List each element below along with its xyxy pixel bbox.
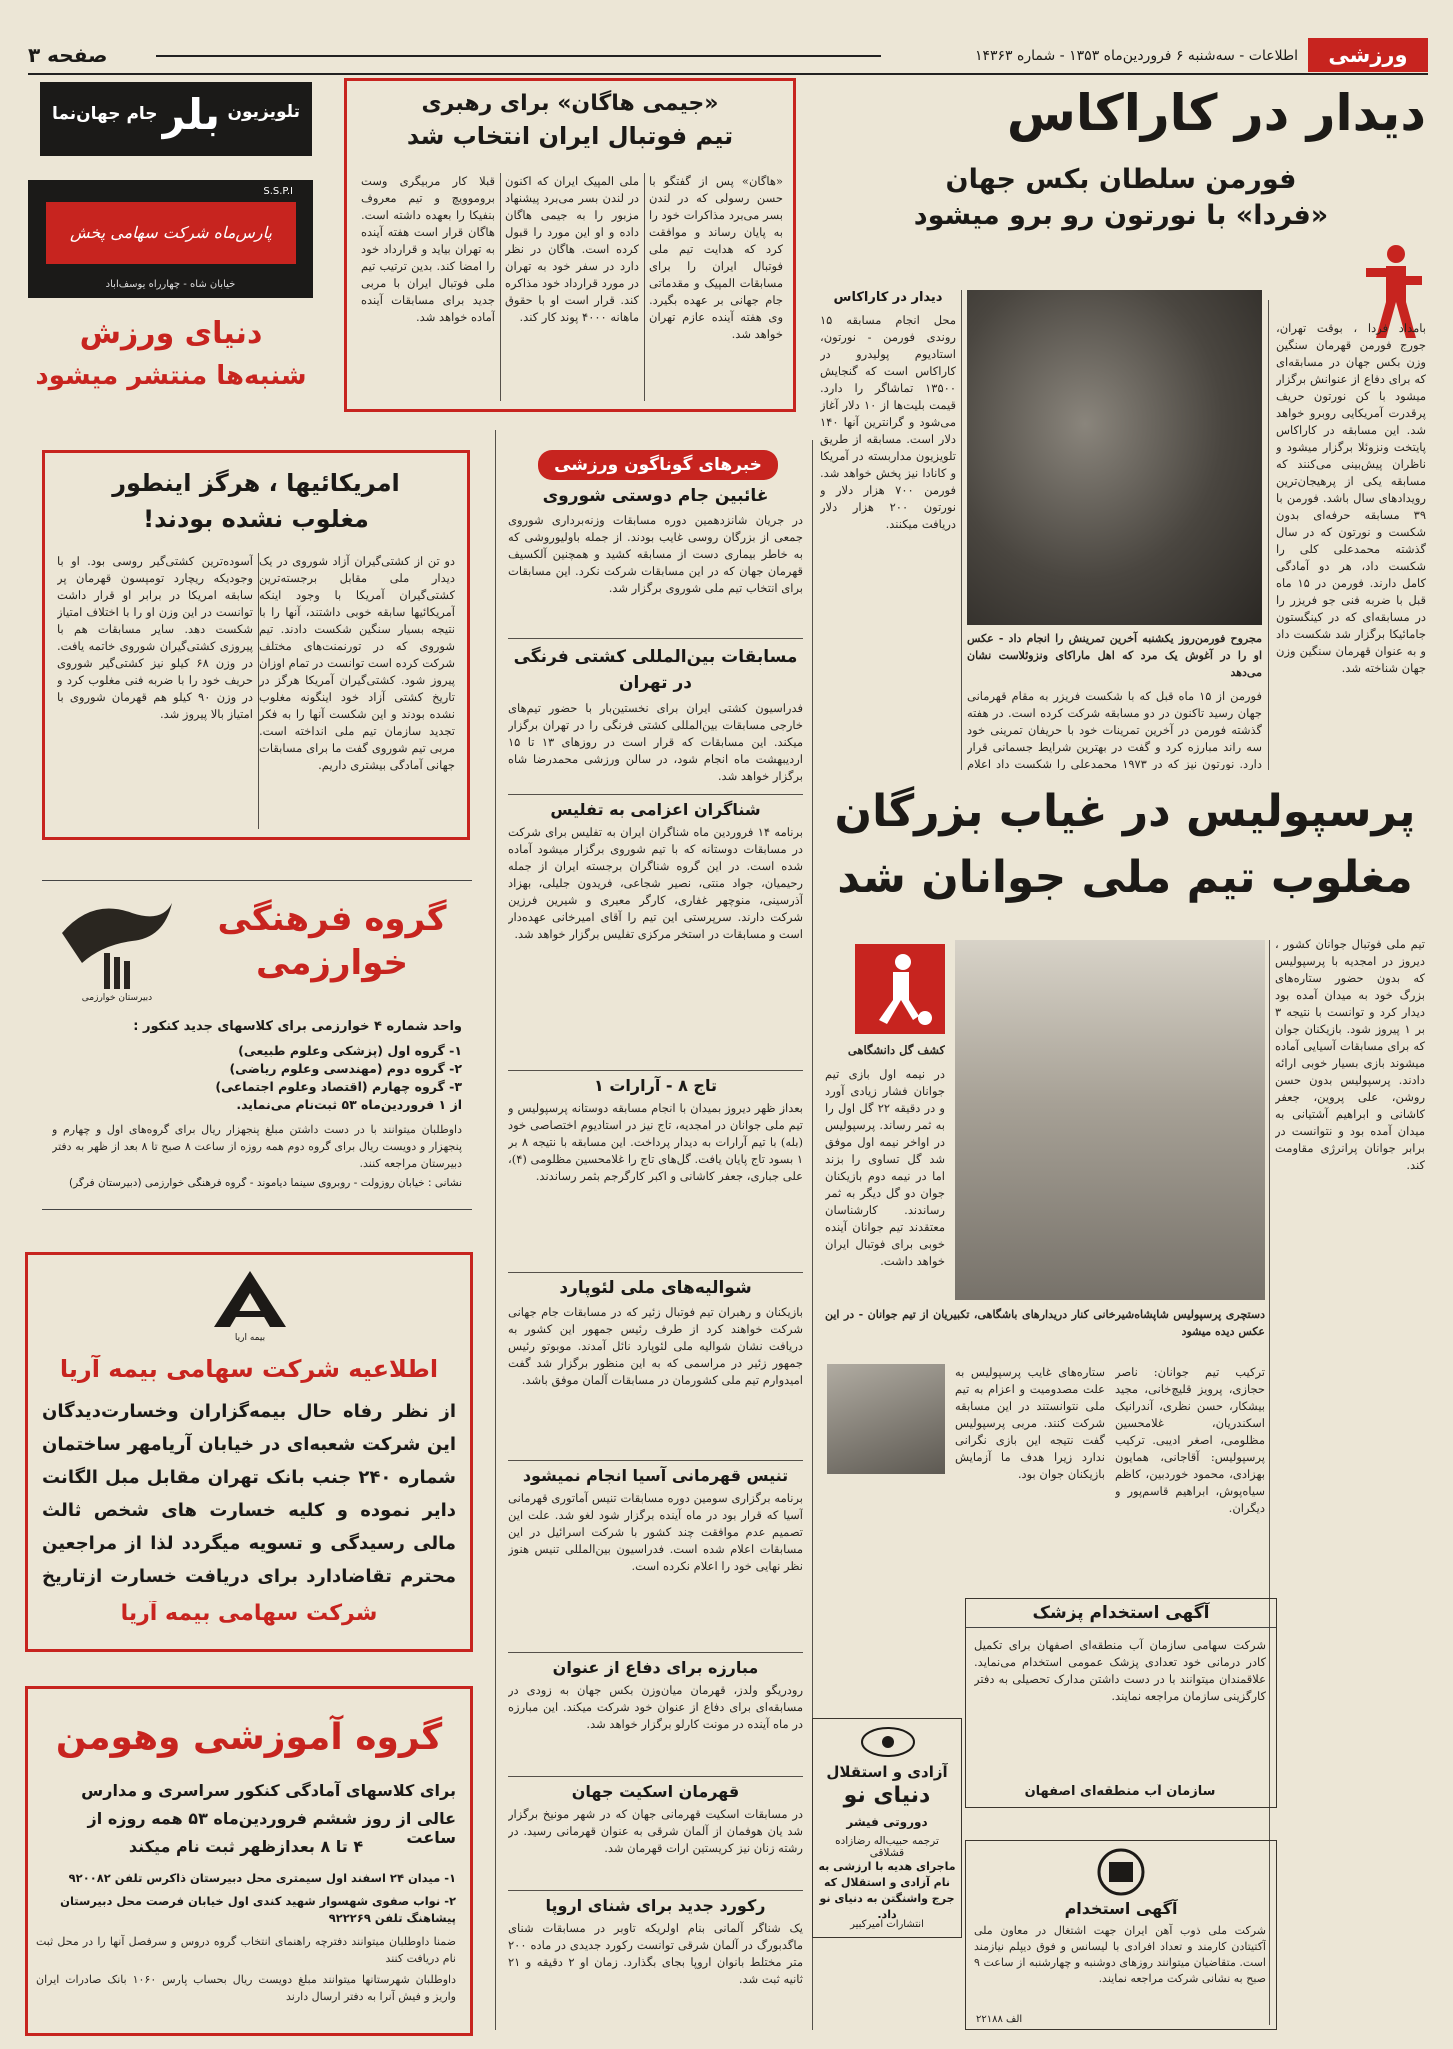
perspolis-headline-1: پرسپولیس در غیاب بزرگان <box>834 786 1416 837</box>
kharazmi-title-1: گروه فرهنگی <box>217 899 447 939</box>
caracas-col-1: بامداد فردا ، بوقت تهران، جورج فورمن قهرمان سنگین وزن بکس جهان در مسابقه‌ای که برای دفاع از عنوانش برگزار میشود با کن نورتون حریف پرقدرت آمریکایی روبرو خواهد شد. این مسابقه در کاراکاس پایتخت ونزوئلا برگزار میشود و ناظران پیش‌بینی می‌کنند که مسابقه یکی از پرهیجان‌ترین رویدادهای سال باشد. فورمن با ۳۹ مسابقه حرفه‌ای بدون شکست و نورتون که در سال گذشته محمدعلی کلی را شکست داد، هر دو آمادگی کامل دارند. فورمن در ۱۵ ماه قبل با ضربه فنی جو فریزر را در مسابقه‌ای که در کینگستون جامائیکا برگزار شد شکست داد و به عنوان قهرمان سنگین وزن جهان شناخته شد. <box>1276 321 1426 675</box>
azadi-tagline: ماجرای هدیه با ارزشی به نام آزادی و استقلال که جرج واشنگتن به دنیای نو داد. <box>818 1860 956 1921</box>
kharazmi-emblem-icon <box>52 893 182 993</box>
general-hiring-ad <box>965 1840 1277 2030</box>
vahoman-address-1: ۱- میدان ۲۴ اسفند اول سیمتری محل دبیرستان ذاکرس تلفن ۹۲۰۰۸۲ <box>68 1871 456 1885</box>
misc-item8-text: در مسابقات اسکیت قهرمانی جهان که در شهر مونیخ برگزار شد یان هوفمان از آلمان شرقی به عنوان قهرمانی رسید. در رشته زنان نیز کریستین ارات قهرمان شد. <box>508 1807 803 1855</box>
misc-item1-text: در جریان شانزدهمین دوره مسابقات وزنه‌برداری شوروی جمعی از بزرگان روسی غایب بودند. از جمله باولیوروشی که به خاطر بیماری دست از مسابقه کشید و همچنین آلکسیف قهرمان جهان که در این مسابقات شرکت نکرد. این مسابقات برای انتخاب تیم ملی شوروی برگزار شد. <box>508 513 803 595</box>
jimmy-col-3: قبلا کار مربیگری وست بروموویچ و تیم معروف بنفیکا را بعهده داشته است. هاگان قرار است هفته آینده به تهران بیاید و قرارداد خود را امضا کند. بدین ترتیب تیم ملی فوتبال ایران با مربی جدید برای مسابقات آینده آماده خواهد شد. <box>361 174 495 324</box>
misc-item9-text: یک شناگر آلمانی بنام اولریکه تاوبر در مسابقات شنای ماگدبورگ در آلمان شرقی توانست رکورد جدیدی در ماده ۲۰۰ متر مختلط بانوان اروپا بجای بگذارد. زمان او ۲ دقیقه و ۲۱ ثانیه ثبت شد. <box>508 1921 803 1986</box>
sports-world-promo <box>30 312 312 412</box>
caracas-photo-caption: مجروح فورمن‌روز یکشنبه آخرین تمرینش را انجام داد - عکس او را در آغوش یک مرد که اهل ماراکای ونزوئلاست نشان می‌دهد <box>967 632 1262 679</box>
aria-logo-icon <box>210 1269 290 1329</box>
kharazmi-address: نشانی : خیابان روزولت - روبروی سینما دیاموند - گروه فرهنگی خوارزمی (دبیرستان فرگر) <box>69 1177 462 1189</box>
doctor-hiring-ad <box>965 1598 1277 1808</box>
misc-item7-text: رودریگو ولدز، قهرمان میان‌وزن بکس جهان به زودی در مسابقه‌ای برای دفاع از عنوان خود شرکت میکند. این مبارزه در ماه آینده در مونت کارلو برگزار خواهد شد. <box>508 1683 803 1731</box>
kharazmi-note: از ۱ فروردین‌ماه ۵۳ ثبت‌نام می‌نماید. <box>236 1097 462 1112</box>
azadi-publisher: انتشارات امیرکبیر <box>850 1919 924 1930</box>
kharazmi-ad <box>42 880 472 1210</box>
aria-logo <box>210 1269 290 1339</box>
caracas-lead-title: دیدار در کاراکاس <box>833 290 943 305</box>
vahoman-line-1: برای کلاسهای آمادگی کنکور سراسری و مدارس <box>81 1781 456 1800</box>
vahoman-ad <box>25 1686 473 2036</box>
issue-info: اطلاعات - سه‌شنبه ۶ فروردین‌ماه ۱۳۵۳ - شماره ۱۴۳۶۳ <box>974 48 1298 64</box>
misc-news-banner: خبرهای گوناگون ورزشی <box>538 450 778 480</box>
general-hiring-title: آگهی استخدام <box>1064 1899 1178 1918</box>
misc-item4-title: تاج ۸ - آرارات ۱ <box>594 1076 717 1095</box>
misc-item2-text: فدراسیون کشتی ایران برای نخستین‌بار با حضور تیم‌های خارجی مسابقات بین‌المللی کشتی فرنگی را در تهران برگزار میکند. این مسابقات که قرار است در روزهای ۱۳ تا ۱۵ اردیبهشت ماه انجام شود، در سالن ورزشی محمدرضا شاه برگزار خواهد شد. <box>508 701 803 783</box>
americans-headline-1: امریکائیها ، هرگز اینطور <box>112 469 400 497</box>
aria-body: از نظر رفاه حال بیمه‌گزاران وخسارت‌دیدگان این شرکت شعبه‌ای در خیابان آریامهر ساختمان شماره ۲۴۰ جنب بانک تهران مقابل مبل الگانت دایر نموده و کلیه خسارت های شخص ثالث مالی رسیدگی و تسویه میگردد لذا از مراجعین محترم تقاضادارد برای دریافت خسارت ازتاریخ <box>42 1401 456 1587</box>
caracas-headline: دیدار در کاراکاس <box>1006 84 1426 142</box>
misc-item2-title: مسابقات بین‌المللی کشتی فرنگی در تهران <box>513 647 798 693</box>
jimmy-headline-1: «جیمی هاگان» برای رهبری <box>421 91 719 116</box>
azadi-book-ad <box>812 1718 962 1938</box>
aria-title: اطلاعیه شرکت سهامی بیمه آریا <box>59 1355 439 1383</box>
misc-item7-title: مبارزه برای دفاع از عنوان <box>552 1658 759 1677</box>
book-badge <box>858 1725 918 1759</box>
misc-item8-title: قهرمان اسکیت جهان <box>571 1782 740 1801</box>
perspolis-headline-2: مغلوب تیم ملی جوانان شد <box>837 852 1413 903</box>
football-pictogram <box>855 944 945 1034</box>
perspolis-col-4: ستاره‌های غایب پرسپولیس به علت مصدومیت و اعزام به تیم ملی نتوانستند در این مسابقه شرکت کنند. مربی پرسپولیس گفت نتیجه این بازی نگرانی ندارد زیرا هدف ما آزمایش بازیکنان جوان بود. <box>955 1365 1105 1481</box>
company-logo-band: پارس‌ماه شرکت سهامی پخش <box>46 202 296 264</box>
kharazmi-logo-text: دبیرستان خوارزمی <box>81 993 153 1003</box>
caracas-subhead-1: فورمن سلطان بکس جهان <box>945 164 1297 195</box>
jimmy-hagan-article <box>344 78 796 412</box>
kharazmi-intro: واحد شماره ۴ خوارزمی برای کلاسهای جدید کنکور : <box>133 1019 462 1034</box>
americans-headline-2: مغلوب نشده بودند! <box>143 505 369 533</box>
company-emblem-icon <box>1076 1847 1166 1897</box>
company-tag: S.S.P.I <box>263 186 293 197</box>
misc-item4-text: بعداز ظهر دیروز بمیدان با انجام مسابقه دوستانه پرسپولیس و تیم ملی جوانان در امجدیه، تاج نیز در استادیوم اختصاصی خود (بله) با تیم آرارات به دیدار پرداخت. این مسابقه با نتیجه ۸ بر ۱ بسود تاج پایان یافت. گل‌های تاج را غلامحسین مظلومی (۴)، علی جباری، جعفر کاشانی و اکبر کارگرجم بثمر رساندند. <box>508 1101 803 1183</box>
americans-col-2: آسوده‌ترین کشتی‌گیر روسی بود. او با وجودیکه ریچارد تومپسون قهرمان پر سابقه امریکا در برابر او قرار داشت توانست در این وزن او را با اختلاف امتیاز شکست دهد. سایر مسابقات هم با پیروزی کشتی‌گیران شوروی خاتمه یافت. در وزن ۶۸ کیلو نیز کشتی‌گیر شوروی حریف خود را با ضربه فنی مغلوب کرد و در وزن ۹۰ کیلو هم قهرمان شوروی با امتیاز بالا پیروز شد. <box>57 554 253 721</box>
perspolis-col-1: تیم ملی فوتبال جوانان کشور ، دیروز در امجدیه با پرسپولیس که بدون حضور ستاره‌های بزرگ خود به میدان آمده بود دیدار کرد و توانست با نتیجه ۳ بر ۱ پیروز شود. بازیکنان جوان که برای مسابقات آسیایی آماده میشوند بازی بسیار خوبی ارائه دادند. پرسپولیس بدون حسن روشن، علی پروین، جعفر کاشانی و ابراهیم آشتیانی به میدان آمده بود و نتوانست در برابر جوانان پرانرژی مقاومت کند. <box>1275 937 1425 1172</box>
tv-ad-brand: بلر <box>160 90 220 139</box>
misc-item6-text: برنامه برگزاری سومین دوره مسابقات تنیس آماتوری قهرمانی آسیا که قرار بود در ماه آینده برگزار شود لغو شد. علت این تصمیم عدم موافقت چند کشور با شرکت اسرائیل در این مسابقات اعلام شده است. فدراسیون بین‌المللی تنیس هنوز نظر نهایی خود را اعلام نکرده است. <box>508 1491 803 1573</box>
doctor-hiring-body: شرکت سهامی سازمان آب منطقه‌ای اصفهان برای تکمیل کادر درمانی خود تعدادی پزشک عمومی استخدام می‌نماید. علاقمندان میتوانند با در دست داشتن مدارک تحصیلی به دفتر کارگزینی سازمان مراجعه نمایند. <box>974 1638 1266 1703</box>
caracas-subhead-2: «فردا» با نورتون رو برو میشود <box>913 200 1329 231</box>
perspolis-photo <box>955 940 1265 1300</box>
americans-col-1: دو تن از کشتی‌گیران آزاد شوروی در یک دیدار ملی مقابل برجسته‌ترین کشتی‌گیران آمریکا با وجود اینکه آمریکائیها سابقه خوبی داشتند، آنها را با نتیجه بسیار سنگین شکست دادند. تیم شوروی که در تورنمنت‌های مختلف شرکت کرده است توانست در تمام اوزان پیروز شود. کشتی‌گیران آمریکا هرگز در تاریخ کشتی آزاد خود اینگونه مغلوب نشده بودند و این شکست آنها را به فکر تجدید سازمان تیم ملی انداخته است. مربی تیم شوروی گفت ما برای مسابقات جهانی آمادگی بیشتری داریم. <box>259 554 455 772</box>
masthead <box>28 38 1428 76</box>
vahoman-address-4: داوطلبان شهرستانها میتوانند مبلغ دویست ریال بحساب پارس ۱۰۶۰ بانک صادرات ایران واریز و فیش آنرا به دفتر ارسال دارند <box>36 1973 456 2003</box>
azadi-title-1: آزادی و استقلال <box>826 1763 948 1781</box>
aria-signature: شرکت سهامی بیمه آریا <box>120 1601 378 1626</box>
azadi-title-2: دنیای نو <box>843 1783 931 1808</box>
perspolis-side-caption: کشف گل دانشگاهی <box>847 1043 945 1057</box>
misc-news <box>508 430 803 2035</box>
tv-ad-line1: تلویزیون <box>227 102 300 122</box>
perspolis-photo-caption: دستچری پرسپولیس شاپشاه‌شیرخانی کنار دریدار‌های باشگاهی، تکبیریان از تیم جوانان - در این عکس دیده میشود <box>825 1308 1265 1338</box>
misc-item5-title: شوالیه‌های ملی لئوپارد <box>559 1278 752 1298</box>
misc-item6-title: تنیس قهرمانی آسیا انجام نمیشود <box>522 1466 789 1485</box>
vahoman-line-3: ۴ تا ۸ بعدازظهر ثبت نام میکند <box>128 1837 364 1856</box>
kharazmi-item-2: ۲- گروه دوم (مهندسی وعلوم ریاضی) <box>229 1061 462 1076</box>
jimmy-col-1: «هاگان» پس از گفتگو با حسن رسولی که در لندن بسر می‌برد مذاکرات خود را به پایان رساند و موافقت کرد که هدایت تیم ملی فوتبال ایران را برای مسابقات المپیک و مقدماتی جام جهانی بر عهده بگیرد. وی هفته آینده عازم تهران خواهد شد. <box>649 174 783 341</box>
kharazmi-item-1: ۱- گروه اول (پزشکی وعلوم طبیعی) <box>238 1043 462 1058</box>
tv-ad-line2: جام جهان‌نما <box>52 104 158 124</box>
aria-insurance-ad <box>25 1252 473 1652</box>
misc-item3-text: برنامه ۱۴ فروردین ماه شناگران ایران به تفلیس برای شرکت در مسابقات دوستانه که با تیم شوروی برگزار میشود آماده شده است. در این گروه شناگران برجسته ایران از جمله رحیمیان، جواد منتی، نصیر شجاعی، فریدون جلیلی، بهزاد آذرسینی، منوچهر غفاری، کارگر معیری و شیرین فرزین شرکت دارند. سرپرستی این تیم را آقای امیرخانی عهده‌دار است و مسابقات در استخر مرکزی تفلیس برگزار خواهد شد. <box>508 825 803 941</box>
doctor-hiring-signature: سازمان آب منطقه‌ای اصفهان <box>1024 1784 1216 1799</box>
misc-item9-title: رکورد جدید برای شنای اروپا <box>545 1896 766 1915</box>
perspolis-small-photo <box>827 1364 945 1474</box>
caracas-col-3: فورمن از ۱۵ ماه قبل که با شکست فریزر به مقام قهرمانی جهان رسید تاکنون در دو مسابقه شرکت کرده است. در هفته گذشته فورمن در آخرین تمرینات خود با حریفان تمرینی خود سه راند مبارزه کرد و گفت در بهترین شرایط جسمانی قرار دارد. نورتون نیز که در ۱۹۷۳ محمدعلی را شکست داد اعلام <box>967 689 1262 770</box>
vahoman-address-3: ضمنا داوطلبان میتوانند دفترچه راهنمای انتخاب گروه دروس و سرفصل آنها را در محل ثبت نام دریافت کنند <box>36 1935 456 1965</box>
perspolis-col-2: در نیمه اول بازی تیم جوانان فشار زیادی آورد و در دقیقه ۲۲ گل اول را به ثمر رساند. پرسپولیس در اواخر نیمه اول موفق شد گل تساوی را بزند اما در نیمه دوم بازیکنان جوان دو گل دیگر به ثمر رساندند. کارشناسان معتقدند تیم جوانان آینده خوبی برای فوتبال ایران خواهد داشت. <box>825 1067 945 1268</box>
azadi-author-2: ترجمه حبیب‌اله رضازاده قشلاقی <box>835 1835 939 1859</box>
misc-item5-text: بازیکنان و رهبران تیم فوتبال زئیر که در مسابقات جام جهانی شرکت خواهند کرد از طرف رئیس جمهور این کشور به دریافت نشان شوالیه ملی لئوپارد نائل آمدند. موبوتو رئیس جمهور زئیر در مراسمی که به این منظور برگزار شد گفت امیدوارم تیم ملی کشورمان در مسابقات آلمان موفق باشد. <box>508 1305 803 1387</box>
general-hiring-ref: الف ۲۲۱۸۸ <box>976 2014 1023 2025</box>
kharazmi-item-3: ۳- گروه چهارم (اقتصاد وعلوم اجتماعی) <box>215 1079 462 1094</box>
kharazmi-title-2: خوارزمی <box>255 943 409 983</box>
jimmy-col-2: ملی المپیک ایران که اکنون در لندن بسر می‌برد پیشنهاد مزبور را به جیمی هاگان داده و او این مورد را قبول کرده است. هاگان در نظر دارد در سفر خود به تهران در مورد قرارداد خود مذاکره کند. قرار است او با حقوق ماهانه ۴۰۰۰ پوند کار کند. <box>505 174 639 324</box>
zob-ahan-logo <box>1076 1847 1166 1897</box>
americans-article <box>42 450 470 840</box>
tv-ad <box>40 82 312 156</box>
vahoman-line-2: عالی از روز ششم فروردین‌ماه ۵۳ همه روزه از ساعت <box>87 1809 456 1847</box>
aria-logo-text: بیمه آریا <box>234 1333 266 1343</box>
azadi-author-1: دوروتی فیشر <box>846 1815 928 1829</box>
general-hiring-body: شرکت ملی ذوب آهن ایران جهت اشتغال در معاون ملی آکتیتادن کارمند و تعداد افرادی با لیسانس و فوق دیپلم نیازمند است. متقاضیان میتوانند روزهای دوشنبه و چهارشنبه از ساعت ۹ صبح به نشانی شرکت مراجعه نمایند. <box>974 1924 1266 1985</box>
jimmy-headline-2: تیم فوتبال ایران انتخاب شد <box>406 122 734 150</box>
sports-world-subtitle: شنبه‌ها منتشر میشود <box>35 361 307 391</box>
kharazmi-body: داوطلبان میتوانند با در دست داشتن مبلغ پنجهزار ریال برای گروه‌های اول و چهارم و پنجهزار و دویست ریال برای گروه دوم همه روزه از ساعت ۸ صبح تا ۸ بعد از ظهر به دفتر دبیرستان مراجعه کنند. <box>52 1123 462 1170</box>
sports-world-title: دنیای ورزش <box>79 316 263 351</box>
misc-item1-title: غائبین جام دوستی شوروی <box>542 486 769 506</box>
misc-item3-title: شناگران اعزامی به تفلیس <box>550 800 761 819</box>
football-player-icon <box>855 944 945 1034</box>
caracas-article <box>820 80 1426 770</box>
page-number: صفحه ۳ <box>28 43 108 67</box>
perspolis-col-3: ترکیب تیم جوانان: ناصر حجازی، پرویز قلیچ‌خانی، مجید بیشکار، حسن نظری، آندرانیک اسکندریان، غلامحسین مظلومی، اصغر ادیبی. ترکیب پرسپولیس: آقاجانی، همایون بهزادی، محمود خوردبین، کاظم سیاه‌پوش، ابراهیم قاسم‌پور و دیگران. <box>1115 1365 1265 1515</box>
doctor-hiring-title: آگهی استخدام پزشک <box>966 1599 1276 1628</box>
book-badge-icon <box>858 1725 918 1759</box>
vahoman-address-2: ۲- نواب صفوی شهسوار شهید کندی اول خیابان فرصت محل دبیرستان پیشاهنگ تلفن ۹۲۲۲۶۹ <box>60 1894 456 1925</box>
vahoman-title: گروه آموزشی وهومن <box>55 1717 443 1758</box>
section-label: ورزشی <box>1308 38 1428 72</box>
company-sub: خیابان شاه - چهارراه یوسف‌آباد <box>105 279 236 290</box>
kharazmi-logo <box>52 893 182 993</box>
foreman-photo <box>967 290 1262 625</box>
caracas-col-2: محل انجام مسابقه ۱۵ روندی فورمن - نورتون، استادیوم پولیدرو در کاراکاس است که گنجایش ۱۳۵۰۰ تماشاگر را دارد. قیمت بلیت‌ها از ۱۰ دلار آغاز می‌شود و گرانترین آنها ۱۴۰ دلار است. مسابقه از طریق تلویزیون مداربسته در آمریکا و کانادا نیز پخش خواهد شد. فورمن ۷۰۰ هزار دلار و نورتون ۲۰۰ هزار دلار دریافت میکنند. <box>820 313 956 531</box>
company-ad <box>28 180 313 298</box>
